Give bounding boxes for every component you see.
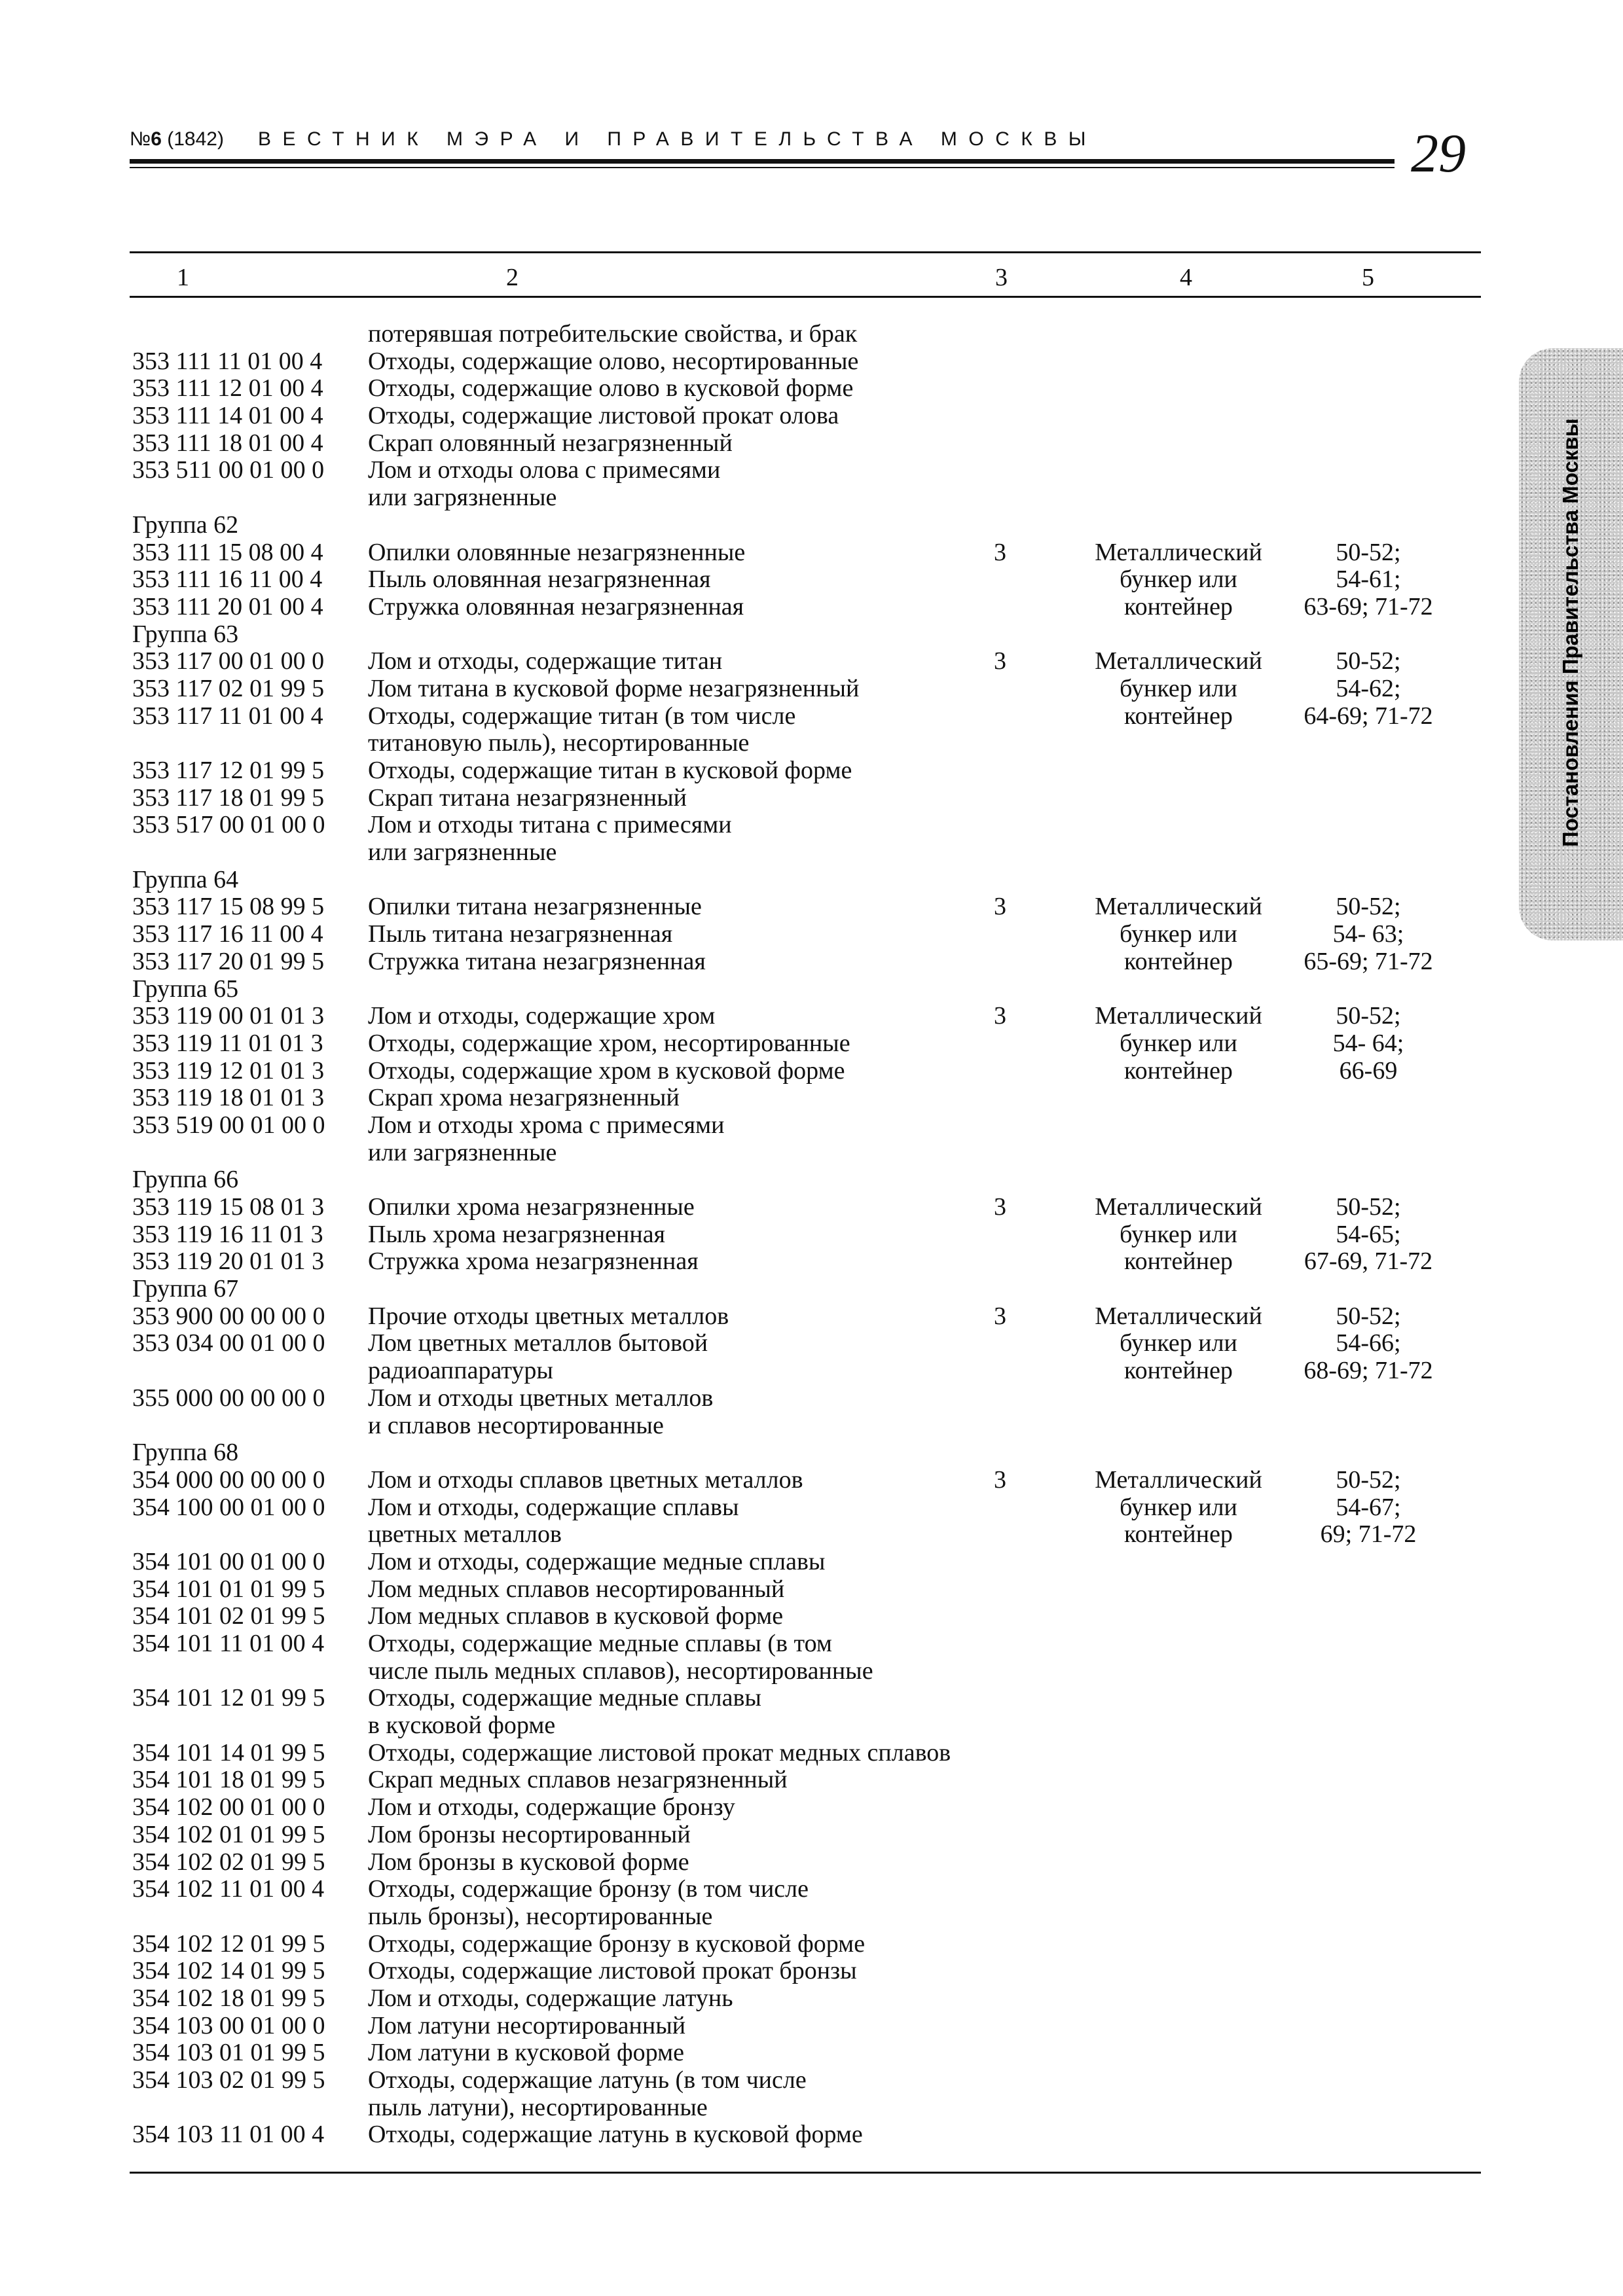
hazard-class: 3 bbox=[994, 893, 1006, 921]
table-header-rule bbox=[130, 296, 1481, 298]
container-type-text: бункер или bbox=[1120, 674, 1237, 702]
waste-name: Лом латуни несортированный bbox=[368, 2011, 686, 2039]
waste-code: 353 111 12 01 00 4 bbox=[132, 374, 323, 403]
table-row bbox=[0, 893, 1623, 921]
waste-code: 354 101 11 01 00 4 bbox=[132, 1630, 325, 1657]
table-row bbox=[0, 594, 1623, 621]
table-row bbox=[0, 1958, 1623, 1985]
container-type-text: бункер или bbox=[1120, 1029, 1237, 1057]
waste-name: Лом и отходы, содержащие бронзу bbox=[368, 1793, 735, 1821]
waste-name: Лом бронзы в кусковой форме bbox=[368, 1848, 689, 1876]
container-type-text: бункер или bbox=[1120, 1220, 1237, 1248]
container-type-text: бункер или bbox=[1120, 565, 1237, 594]
waste-name: Отходы, содержащие листовой прокат бронзы bbox=[368, 1957, 857, 1985]
table-row bbox=[0, 1740, 1623, 1767]
waste-name: Отходы, содержащие бронзу (в том числе bbox=[368, 1875, 809, 1903]
table-row bbox=[0, 1003, 1623, 1030]
table-body bbox=[0, 321, 1623, 2149]
group-label: Группа 65 bbox=[132, 975, 239, 1003]
waste-code: 354 102 14 01 99 5 bbox=[132, 1957, 325, 1985]
table-row bbox=[0, 1767, 1623, 1794]
page-references-text: 54-62; bbox=[1336, 674, 1401, 702]
waste-name: Лом цветных металлов бытовой bbox=[368, 1329, 708, 1357]
table-row bbox=[0, 403, 1623, 430]
waste-name: потерявшая потребительские свойства, и брак bbox=[368, 320, 858, 348]
waste-code: 355 000 00 00 00 0 bbox=[132, 1384, 325, 1412]
table-row bbox=[0, 2094, 1623, 2122]
hazard-class: 3 bbox=[994, 1193, 1006, 1221]
column-header-3: 3 bbox=[995, 264, 1008, 291]
table-row bbox=[0, 1357, 1623, 1385]
waste-code: 354 101 00 01 00 0 bbox=[132, 1547, 325, 1575]
waste-name: Отходы, содержащие листовой прокат медных сплавов bbox=[368, 1738, 951, 1767]
waste-name: Скрап хрома незагрязненный bbox=[368, 1084, 680, 1112]
container-type-text: Металлический bbox=[1095, 1002, 1262, 1030]
waste-code: 354 103 01 01 99 5 bbox=[132, 2039, 325, 2067]
waste-code: 354 103 02 01 99 5 bbox=[132, 2066, 325, 2094]
waste-code: 353 117 15 08 99 5 bbox=[132, 893, 325, 921]
group-label: Группа 68 bbox=[132, 1439, 239, 1467]
hazard-class: 3 bbox=[994, 647, 1006, 675]
table-row bbox=[0, 948, 1623, 976]
container-type-text: контейнер bbox=[1124, 1357, 1233, 1385]
waste-code: 354 103 11 01 00 4 bbox=[132, 2121, 325, 2149]
waste-code: 353 117 16 11 00 4 bbox=[132, 920, 323, 948]
waste-name: пыль бронзы), несортированные bbox=[368, 1902, 713, 1930]
waste-code: 354 102 18 01 99 5 bbox=[132, 1984, 325, 2012]
waste-code: 354 102 11 01 00 4 bbox=[132, 1875, 325, 1903]
waste-name: цветных металлов bbox=[368, 1520, 562, 1549]
page-references-text: 54-67; bbox=[1336, 1493, 1401, 1521]
hazard-class: 3 bbox=[994, 1002, 1006, 1030]
waste-code: 353 117 18 01 99 5 bbox=[132, 783, 325, 812]
table-bottom-rule bbox=[130, 2172, 1481, 2174]
waste-code: 353 517 00 01 00 0 bbox=[132, 811, 325, 839]
table-row bbox=[0, 1931, 1623, 1958]
page-references-text: 50-52; bbox=[1336, 647, 1401, 675]
table-row bbox=[0, 1303, 1623, 1331]
waste-name: Стружка титана незагрязненная bbox=[368, 947, 706, 975]
waste-name: и сплавов несортированные bbox=[368, 1411, 664, 1439]
table-row bbox=[0, 2067, 1623, 2094]
table-row bbox=[0, 2013, 1623, 2040]
container-type-text: контейнер bbox=[1124, 1056, 1233, 1085]
waste-code: 354 102 00 01 00 0 bbox=[132, 1793, 325, 1821]
waste-code: 353 111 20 01 00 4 bbox=[132, 592, 323, 620]
waste-code: 354 101 12 01 99 5 bbox=[132, 1684, 325, 1712]
waste-name: Стружка оловянная незагрязненная bbox=[368, 592, 744, 620]
waste-name: Отходы, содержащие латунь в кусковой форме bbox=[368, 2121, 863, 2149]
table-row bbox=[0, 1330, 1623, 1357]
table-row bbox=[0, 1876, 1623, 1903]
table-row bbox=[0, 621, 1623, 649]
page-references-text: 50-52; bbox=[1336, 1302, 1401, 1330]
container-type-text: бункер или bbox=[1120, 1329, 1237, 1357]
table-row bbox=[0, 1521, 1623, 1549]
waste-code: 353 519 00 01 00 0 bbox=[132, 1111, 325, 1139]
waste-name: Прочие отходы цветных металлов bbox=[368, 1302, 729, 1330]
issue-info bbox=[130, 128, 224, 151]
table-row bbox=[0, 839, 1623, 867]
container-type-text: Металлический bbox=[1095, 1465, 1262, 1494]
waste-name: Опилки оловянные незагрязненные bbox=[368, 538, 746, 566]
table-row bbox=[0, 539, 1623, 567]
table-row bbox=[0, 1630, 1623, 1658]
waste-name: Отходы, содержащие листовой прокат олова bbox=[368, 402, 839, 430]
waste-name: Лом и отходы цветных металлов bbox=[368, 1384, 714, 1412]
waste-code: 353 111 16 11 00 4 bbox=[132, 565, 323, 594]
waste-code: 353 117 12 01 99 5 bbox=[132, 757, 325, 784]
waste-name: Лом и отходы титана с примесями bbox=[368, 811, 732, 839]
waste-name: в кусковой форме bbox=[368, 1712, 556, 1740]
container-type-text: контейнер bbox=[1124, 1247, 1233, 1276]
table-row bbox=[0, 1276, 1623, 1303]
table-row bbox=[0, 703, 1623, 730]
waste-name: Лом и отходы олова с примесями bbox=[368, 456, 721, 484]
waste-code: 353 111 18 01 00 4 bbox=[132, 429, 323, 457]
waste-name: Лом и отходы, содержащие медные сплавы bbox=[368, 1547, 826, 1575]
waste-name: Лом бронзы несортированный bbox=[368, 1820, 691, 1848]
waste-name: Лом и отходы, содержащие латунь bbox=[368, 1984, 733, 2012]
page-references-text: 68-69; 71-72 bbox=[1304, 1357, 1433, 1385]
table-row bbox=[0, 1467, 1623, 1494]
waste-name: Лом титана в кусковой форме незагрязненный bbox=[368, 674, 860, 702]
waste-code: 353 111 11 01 00 4 bbox=[132, 347, 323, 375]
column-header-1: 1 bbox=[177, 264, 189, 291]
container-type-text: бункер или bbox=[1120, 1493, 1237, 1521]
waste-name: Лом латуни в кусковой форме bbox=[368, 2039, 685, 2067]
container-type-text: контейнер bbox=[1124, 947, 1233, 975]
issue-total: (1842) bbox=[167, 128, 224, 150]
table-row bbox=[0, 1139, 1623, 1167]
waste-name: Стружка хрома незагрязненная bbox=[368, 1247, 699, 1276]
waste-code: 353 117 11 01 00 4 bbox=[132, 702, 323, 730]
waste-name: Лом медных сплавов несортированный bbox=[368, 1575, 785, 1603]
table-row bbox=[0, 2039, 1623, 2067]
table-row bbox=[0, 1494, 1623, 1522]
table-row bbox=[0, 566, 1623, 594]
table-row bbox=[0, 375, 1623, 403]
waste-name: Отходы, содержащие титан в кусковой форме bbox=[368, 757, 852, 784]
waste-code: 354 101 01 01 99 5 bbox=[132, 1575, 325, 1603]
table-row bbox=[0, 348, 1623, 376]
waste-code: 353 117 00 01 00 0 bbox=[132, 647, 325, 675]
waste-name: Пыль титана незагрязненная bbox=[368, 920, 673, 948]
waste-code: 354 102 02 01 99 5 bbox=[132, 1848, 325, 1876]
header-rule-thick bbox=[130, 159, 1395, 164]
waste-code: 354 101 02 01 99 5 bbox=[132, 1602, 325, 1630]
container-type-text: Металлический bbox=[1095, 1193, 1262, 1221]
page-references-text: 54-65; bbox=[1336, 1220, 1401, 1248]
table-row bbox=[0, 1658, 1623, 1685]
table-row bbox=[0, 1112, 1623, 1139]
group-label: Группа 66 bbox=[132, 1166, 239, 1194]
table-row bbox=[0, 757, 1623, 785]
table-row bbox=[0, 1221, 1623, 1249]
waste-code: 354 101 14 01 99 5 bbox=[132, 1738, 325, 1767]
page-references-text: 67-69, 71-72 bbox=[1304, 1247, 1433, 1276]
page-references-text: 50-52; bbox=[1336, 1465, 1401, 1494]
waste-name: Отходы, содержащие бронзу в кусковой форме bbox=[368, 1929, 866, 1958]
table-row bbox=[0, 430, 1623, 457]
waste-name: Пыль хрома незагрязненная bbox=[368, 1220, 666, 1248]
waste-code: 353 119 16 11 01 3 bbox=[132, 1220, 323, 1248]
column-header-4: 4 bbox=[1180, 264, 1192, 291]
table-row bbox=[0, 921, 1623, 948]
page-references-text: 66-69 bbox=[1339, 1056, 1398, 1085]
container-type-text: Металлический bbox=[1095, 893, 1262, 921]
waste-code: 353 119 11 01 01 3 bbox=[132, 1029, 323, 1057]
page-references-text: 65-69; 71-72 bbox=[1304, 947, 1433, 975]
waste-code: 353 119 12 01 01 3 bbox=[132, 1056, 325, 1085]
waste-name: Отходы, содержащие олово в кусковой форме bbox=[368, 374, 854, 403]
waste-name: Лом и отходы, содержащие титан bbox=[368, 647, 723, 675]
hazard-class: 3 bbox=[994, 1465, 1006, 1494]
container-type-text: Металлический bbox=[1095, 647, 1262, 675]
table-row bbox=[0, 648, 1623, 675]
table-row bbox=[0, 457, 1623, 484]
header-rule-thin bbox=[130, 167, 1395, 168]
waste-name: Скрап медных сплавов незагрязненный bbox=[368, 1766, 788, 1794]
container-type-text: Металлический bbox=[1095, 1302, 1262, 1330]
waste-code: 353 119 00 01 01 3 bbox=[132, 1002, 325, 1030]
waste-code: 354 102 12 01 99 5 bbox=[132, 1929, 325, 1958]
table-row bbox=[0, 785, 1623, 812]
section-side-tab-label: Постановления Правительства Москвы bbox=[1558, 418, 1582, 847]
waste-code: 354 103 00 01 00 0 bbox=[132, 2011, 325, 2039]
column-header-2: 2 bbox=[506, 264, 519, 291]
page-references-text: 54-66; bbox=[1336, 1329, 1401, 1357]
table-row bbox=[0, 867, 1623, 894]
waste-name: Лом медных сплавов в кусковой форме bbox=[368, 1602, 784, 1630]
table-row bbox=[0, 2121, 1623, 2149]
waste-name: радиоаппаратуры bbox=[368, 1357, 553, 1385]
table-row bbox=[0, 1985, 1623, 2013]
page-number: 29 bbox=[1411, 123, 1466, 184]
table-row bbox=[0, 1903, 1623, 1931]
page-references-text: 54-61; bbox=[1336, 565, 1401, 594]
page-references-text: 50-52; bbox=[1336, 1002, 1401, 1030]
hazard-class: 3 bbox=[994, 1302, 1006, 1330]
table-row bbox=[0, 321, 1623, 348]
table-row bbox=[0, 1849, 1623, 1876]
waste-name: Отходы, содержащие хром, несортированные bbox=[368, 1029, 850, 1057]
waste-name: Опилки титана незагрязненные bbox=[368, 893, 702, 921]
table-row bbox=[0, 512, 1623, 539]
waste-name: титановую пыль), несортированные bbox=[368, 729, 750, 757]
waste-code: 354 102 01 01 99 5 bbox=[132, 1820, 325, 1848]
waste-name: Лом и отходы хрома с примесями bbox=[368, 1111, 725, 1139]
waste-name: Опилки хрома незагрязненные bbox=[368, 1193, 695, 1221]
waste-name: Отходы, содержащие титан (в том числе bbox=[368, 702, 796, 730]
table-row bbox=[0, 1794, 1623, 1821]
waste-code: 353 034 00 01 00 0 bbox=[132, 1329, 325, 1357]
issue-number: 6 bbox=[151, 128, 162, 150]
page-references-text: 50-52; bbox=[1336, 893, 1401, 921]
table-row bbox=[0, 1248, 1623, 1276]
page-references-text: 63-69; 71-72 bbox=[1304, 592, 1433, 620]
waste-name: Отходы, содержащие медные сплавы (в том bbox=[368, 1630, 832, 1657]
waste-code: 353 111 14 01 00 4 bbox=[132, 402, 323, 430]
waste-name: или загрязненные bbox=[368, 838, 557, 867]
waste-name: или загрязненные bbox=[368, 484, 557, 512]
waste-name: пыль латуни), несортированные bbox=[368, 2093, 708, 2121]
table-row bbox=[0, 1194, 1623, 1221]
table-top-rule bbox=[130, 251, 1481, 253]
waste-name: Пыль оловянная незагрязненная bbox=[368, 565, 711, 594]
waste-code: 353 119 18 01 01 3 bbox=[132, 1084, 325, 1112]
table-row bbox=[0, 1030, 1623, 1058]
waste-name: Скрап титана незагрязненный bbox=[368, 783, 687, 812]
hazard-class: 3 bbox=[994, 538, 1006, 566]
table-row bbox=[0, 1821, 1623, 1849]
waste-name: Отходы, содержащие медные сплавы bbox=[368, 1684, 761, 1712]
table-row bbox=[0, 1166, 1623, 1194]
waste-name: Отходы, содержащие хром в кусковой форме bbox=[368, 1056, 845, 1085]
waste-name: Лом и отходы, содержащие хром bbox=[368, 1002, 716, 1030]
waste-code: 353 119 20 01 01 3 bbox=[132, 1247, 325, 1276]
table-row bbox=[0, 1058, 1623, 1085]
table-row bbox=[0, 1085, 1623, 1112]
container-type-text: контейнер bbox=[1124, 592, 1233, 620]
waste-code: 353 117 02 01 99 5 bbox=[132, 674, 325, 702]
table-row bbox=[0, 1385, 1623, 1412]
table-row bbox=[0, 484, 1623, 512]
group-label: Группа 63 bbox=[132, 620, 239, 648]
group-label: Группа 64 bbox=[132, 865, 239, 893]
column-header-5: 5 bbox=[1362, 264, 1374, 291]
page-references-text: 54- 63; bbox=[1332, 920, 1404, 948]
table-row bbox=[0, 1685, 1623, 1712]
waste-name: или загрязненные bbox=[368, 1138, 557, 1166]
page-references-text: 50-52; bbox=[1336, 538, 1401, 566]
waste-name: Отходы, содержащие латунь (в том числе bbox=[368, 2066, 807, 2094]
waste-code: 354 100 00 01 00 0 bbox=[132, 1493, 325, 1521]
table-row bbox=[0, 976, 1623, 1003]
container-type-text: Металлический bbox=[1095, 538, 1262, 566]
page-references-text: 64-69; 71-72 bbox=[1304, 702, 1433, 730]
waste-name: Лом и отходы сплавов цветных металлов bbox=[368, 1465, 803, 1494]
page-references-text: 50-52; bbox=[1336, 1193, 1401, 1221]
journal-title: ВЕСТНИК МЭРА И ПРАВИТЕЛЬСТВА МОСКВЫ bbox=[258, 128, 1097, 150]
page-references-text: 54- 64; bbox=[1332, 1029, 1404, 1057]
waste-name: Скрап оловянный незагрязненный bbox=[368, 429, 733, 457]
page-references-text: 69; 71-72 bbox=[1320, 1520, 1417, 1549]
waste-code: 353 117 20 01 99 5 bbox=[132, 947, 325, 975]
waste-code: 353 511 00 01 00 0 bbox=[132, 456, 325, 484]
waste-code: 354 101 18 01 99 5 bbox=[132, 1766, 325, 1794]
group-label: Группа 67 bbox=[132, 1275, 239, 1303]
table-row bbox=[0, 1576, 1623, 1604]
waste-code: 353 111 15 08 00 4 bbox=[132, 538, 323, 566]
table-row bbox=[0, 1549, 1623, 1576]
container-type-text: бункер или bbox=[1120, 920, 1237, 948]
waste-name: Отходы, содержащие олово, несортированные bbox=[368, 347, 859, 375]
issue-prefix: № bbox=[130, 128, 151, 150]
table-row bbox=[0, 675, 1623, 703]
waste-name: числе пыль медных сплавов), несортированные bbox=[368, 1657, 873, 1685]
waste-code: 353 119 15 08 01 3 bbox=[132, 1193, 325, 1221]
container-type-text: контейнер bbox=[1124, 702, 1233, 730]
table-row bbox=[0, 812, 1623, 839]
table-row bbox=[0, 730, 1623, 757]
group-label: Группа 62 bbox=[132, 511, 239, 539]
waste-name: Лом и отходы, содержащие сплавы bbox=[368, 1493, 739, 1521]
table-row bbox=[0, 1439, 1623, 1467]
container-type-text: контейнер bbox=[1124, 1520, 1233, 1549]
waste-code: 354 000 00 00 00 0 bbox=[132, 1465, 325, 1494]
waste-code: 353 900 00 00 00 0 bbox=[132, 1302, 325, 1330]
table-row bbox=[0, 1412, 1623, 1440]
table-row bbox=[0, 1712, 1623, 1740]
table-row bbox=[0, 1603, 1623, 1630]
